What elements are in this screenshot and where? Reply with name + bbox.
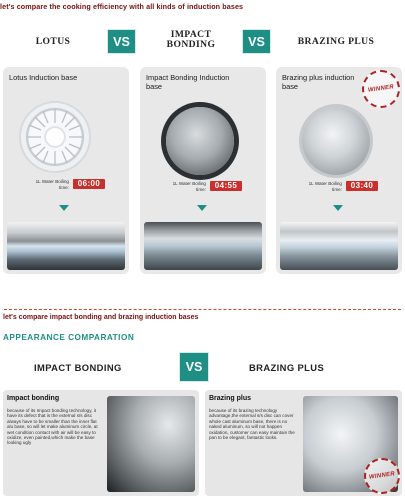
impact-bonding-closeup-photo: [107, 396, 195, 492]
section-divider: [4, 309, 401, 310]
card-impact-bonding: [140, 67, 266, 274]
boiling-time: 04:55: [210, 181, 242, 191]
label-brazing-plus: BRAZING PLUS: [249, 362, 325, 373]
water-label: 1L Water Boiling time:: [35, 179, 69, 190]
vs-badge-3: VS: [179, 352, 209, 382]
winner-badge-icon-bottom: [364, 458, 400, 494]
down-arrow-icon: [197, 205, 207, 211]
winner-badge-text: WINNER: [368, 471, 396, 481]
winner-badge-icon: [362, 70, 400, 108]
label-impact-bonding: IMPACT BONDING: [34, 362, 122, 373]
brand-lotus: LOTUS: [35, 36, 71, 47]
vs-badge-2: VS: [242, 29, 271, 54]
card-title: Brazing plus induction base: [282, 73, 355, 91]
brazing-plus-base-image: [302, 107, 370, 175]
panel-title: Brazing plus: [209, 395, 252, 402]
brand-brazing-plus: BRAZING PLUS: [297, 36, 375, 47]
water-label: 1L Water Boiling time:: [172, 181, 206, 192]
card-title: Impact Bonding Induction base: [146, 73, 230, 91]
down-arrow-icon: [59, 205, 69, 211]
boiling-pot-photo: [7, 222, 125, 270]
impact-bonding-base-image: [166, 107, 234, 175]
headline-cooking-efficiency: let's compare the cooking efficiency with all kinds of induction bases: [0, 2, 244, 11]
vs-badge-1: VS: [107, 29, 136, 54]
boiling-time: 06:00: [73, 179, 105, 189]
panel-description: because of its brazing technology advantage,the external s/s disc can cover whole cast aluminum base, there is no naked aluminum, so will not happen oxidation, customer can easy maintain the pan to be elegant, fantastic looks.: [209, 408, 295, 441]
card-lotus: [3, 67, 129, 274]
panel-impact-bonding: [3, 390, 199, 496]
boiling-pot-photo: [280, 222, 398, 270]
winner-badge-text: WINNER: [367, 84, 395, 94]
boiling-time: 03:40: [346, 181, 378, 191]
boiling-pot-photo: [144, 222, 262, 270]
headline-appearance: let's compare impact bonding and brazing induction bases: [3, 314, 199, 321]
lotus-base-image: [21, 103, 89, 171]
down-arrow-icon: [333, 205, 343, 211]
section-title: APPEARANCE COMPARATION: [3, 333, 135, 342]
water-label: 1L Water Boiling time:: [308, 181, 342, 192]
panel-title: Impact bonding: [7, 395, 60, 402]
panel-description: because of its Impact bonding technology, it have its defect that is the external s/s disc always have to be smaller than the inner flat alu base, so will let make aluminum circle, at wet condition contact with air will be easy to oxidize, even painted,which make the base looking ugly: [7, 408, 98, 446]
card-title: Lotus Induction base: [9, 73, 78, 82]
brand-impact-bonding: IMPACT BONDING: [166, 29, 216, 50]
